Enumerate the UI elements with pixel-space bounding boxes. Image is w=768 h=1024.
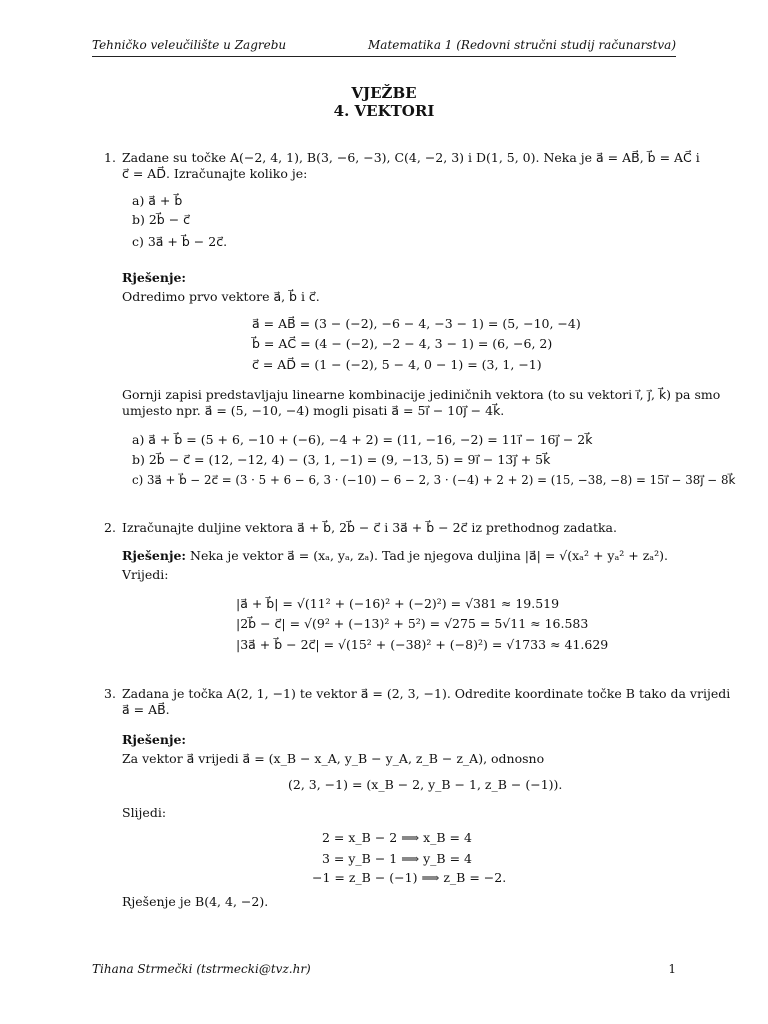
problem-1-intro: Odredimo prvo vektore a⃗, b⃗ i c⃗. — [122, 289, 320, 304]
solution-label: Rješenje: — [122, 732, 187, 747]
problem-2-vrijedi: Vrijedi: — [122, 567, 169, 582]
problem-3-text-cont: a⃗ = AB⃗. — [122, 702, 170, 717]
problem-1-number: 1. — [104, 150, 116, 165]
problem-2-text: Izračunajte duljine vektora a⃗ + b⃗, 2b⃗ − c⃗ i 3a⃗ + b⃗ − 2c⃗ iz prethodnog zadatka. — [122, 520, 617, 535]
header-course: Matematika 1 (Redovni stručni studij računarstva) — [368, 38, 676, 52]
answer-b: b) 2b⃗ − c⃗ = (12, −12, 4) − (3, 1, −1) = (9, −13, 5) = 9i⃗ − 13j⃗ + 5k⃗ — [132, 452, 551, 467]
page-subtitle: 4. VEKTORI — [333, 102, 435, 120]
eq-vector-b: b⃗ = AC⃗ = (4 − (−2), −2 − 4, 3 − 1) = (6, −6, 2) — [252, 336, 553, 351]
eq-vector-c: c⃗ = AD⃗ = (1 − (−2), 5 − 4, 0 − 1) = (3, 1, −1) — [252, 357, 542, 372]
problem-3-result: Rješenje je B(4, 4, −2). — [122, 894, 269, 909]
header-institution: Tehničko veleučilište u Zagrebu — [92, 38, 287, 52]
page-header — [92, 38, 676, 52]
eq-vector-a: a⃗ = AB⃗ = (3 − (−2), −6 − 4, −3 − 1) = (5, −10, −4) — [252, 316, 581, 331]
problem-3-text1: Za vektor a⃗ vrijedi a⃗ = (x_B − x_A, y_B − y_A, z_B − z_A), odnosno — [122, 751, 545, 766]
problem-2-solution-text: Neka je vektor a⃗ = (xₐ, yₐ, zₐ). Tad je njegova duljina |a⃗| = √(xₐ² + yₐ² + zₐ²). — [190, 548, 668, 563]
problem-1-item-a: a) a⃗ + b⃗ — [132, 193, 183, 208]
system-eq-2: 3 = y_B − 1 ⟹ y_B = 4 — [322, 851, 472, 866]
footer-author: Tihana Strmečki (tstrmecki@tvz.hr) — [92, 962, 311, 976]
page-footer — [92, 962, 676, 976]
problem-1-para-cont: umjesto npr. a⃗ = (5, −10, −4) mogli pisati a⃗ = 5i⃗ − 10j⃗ − 4k⃗. — [122, 403, 505, 418]
answer-c: c) 3a⃗ + b⃗ − 2c⃗ = (3 · 5 + 6 − 6, 3 · (−10) − 6 − 2, 3 · (−4) + 2 + 2) = (15, −38, −8) = 15i⃗ − 38j⃗ − 8k⃗ — [132, 473, 736, 487]
problem-2-solution — [122, 548, 668, 563]
problem-1-item-b: b) 2b⃗ − c⃗ — [132, 212, 191, 227]
page-number: 1 — [668, 962, 676, 976]
system-eq-3: −1 = z_B − (−1) ⟹ z_B = −2. — [312, 870, 507, 885]
length-eq-2: |2b⃗ − c⃗| = √(9² + (−13)² + 5²) = √275 = 5√11 ≈ 16.583 — [236, 616, 589, 631]
problem-1-item-c: c) 3a⃗ + b⃗ − 2c⃗. — [132, 234, 228, 249]
header-rule — [92, 56, 676, 57]
problem-3-slijedi: Slijedi: — [122, 805, 167, 820]
length-eq-1: |a⃗ + b⃗| = √(11² + (−16)² + (−2)²) = √381 ≈ 19.519 — [236, 596, 560, 611]
problem-3-number: 3. — [104, 686, 116, 701]
problem-3-text: Zadana je točka A(2, 1, −1) te vektor a⃗ = (2, 3, −1). Odredite koordinate točke B tako da vrijedi — [122, 686, 731, 701]
problem-3-eq: (2, 3, −1) = (x_B − 2, y_B − 1, z_B − (−1)). — [288, 777, 563, 792]
problem-1-para: Gornji zapisi predstavljaju linearne kombinacije jediničnih vektora (to su vektori i⃗, j⃗, k⃗) pa smo — [122, 387, 721, 402]
answer-a: a) a⃗ + b⃗ = (5 + 6, −10 + (−6), −4 + 2) = (11, −16, −2) = 11i⃗ − 16j⃗ − 2k⃗ — [132, 432, 593, 447]
problem-1-text: Zadane su točke A(−2, 4, 1), B(3, −6, −3), C(4, −2, 3) i D(1, 5, 0). Neka je a⃗ = AB⃗, b⃗ = AC⃗ i — [122, 150, 700, 165]
page-title: VJEŽBE — [351, 84, 417, 102]
system-eq-1: 2 = x_B − 2 ⟹ x_B = 4 — [322, 830, 472, 845]
length-eq-3: |3a⃗ + b⃗ − 2c⃗| = √(15² + (−38)² + (−8)²) = √1733 ≈ 41.629 — [236, 637, 609, 652]
solution-label: Rješenje: — [122, 548, 187, 563]
solution-label: Rješenje: — [122, 270, 187, 285]
problem-1-text-cont: c⃗ = AD⃗. Izračunajte koliko je: — [122, 166, 308, 181]
problem-2-number: 2. — [104, 520, 116, 535]
